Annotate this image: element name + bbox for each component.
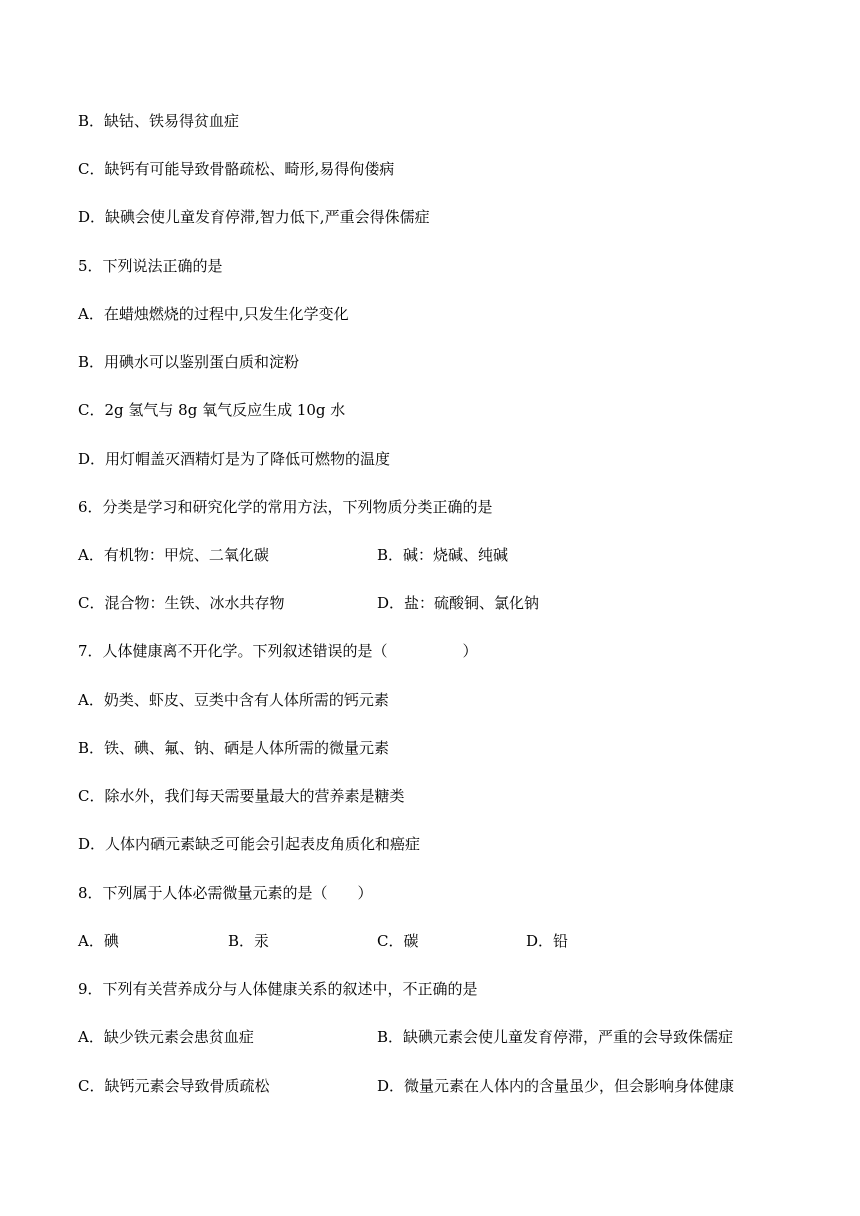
q6-option-a: A．有机物：甲烷、二氧化碳 [78, 546, 269, 564]
q7-option-c: C．除水外，我们每天需要量最大的营养素是糖类 [78, 787, 405, 805]
question-8-stem: 8．下列属于人体必需微量元素的是（ ） [78, 884, 373, 902]
q5-option-a: A．在蜡烛燃烧的过程中,只发生化学变化 [78, 305, 349, 323]
q4-option-b: B．缺钴、铁易得贫血症 [78, 112, 240, 130]
q8-option-a: A．碘 [78, 932, 119, 950]
q7-option-a: A．奶类、虾皮、豆类中含有人体所需的钙元素 [78, 691, 389, 709]
q5-option-b: B．用碘水可以鉴别蛋白质和淀粉 [78, 353, 300, 371]
question-7-stem: 7．人体健康离不开化学。下列叙述错误的是（ ） [78, 642, 478, 660]
q7-option-d: D．人体内硒元素缺乏可能会引起表皮角质化和癌症 [78, 835, 421, 853]
q7-option-b: B．铁、碘、氟、钠、硒是人体所需的微量元素 [78, 739, 390, 757]
q6-option-c: C．混合物：生铁、冰水共存物 [78, 594, 285, 612]
q5-option-c: C．2g 氢气与 8g 氧气反应生成 10g 水 [78, 401, 346, 419]
q8-option-c: C．碳 [377, 932, 419, 950]
question-9-stem: 9．下列有关营养成分与人体健康关系的叙述中，不正确的是 [78, 980, 478, 998]
q8-option-d: D．铅 [526, 932, 569, 950]
q6-option-b: B．碱：烧碱、纯碱 [377, 546, 509, 564]
q4-option-c: C．缺钙有可能导致骨骼疏松、畸形,易得佝偻病 [78, 160, 395, 178]
question-5-stem: 5．下列说法正确的是 [78, 257, 223, 275]
question-6-stem: 6．分类是学习和研究化学的常用方法，下列物质分类正确的是 [78, 498, 493, 516]
q8-option-b: B．汞 [228, 932, 270, 950]
q6-option-d: D．盐：硫酸铜、氯化钠 [377, 594, 540, 612]
q9-option-a: A．缺少铁元素会患贫血症 [78, 1028, 254, 1046]
q9-option-d: D．微量元素在人体内的含量虽少，但会影响身体健康 [377, 1077, 735, 1095]
q9-option-b: B．缺碘元素会使儿童发育停滞，严重的会导致侏儒症 [377, 1028, 734, 1046]
q4-option-d: D．缺碘会使儿童发育停滞,智力低下,严重会得侏儒症 [78, 208, 430, 226]
q5-option-d: D．用灯帽盖灭酒精灯是为了降低可燃物的温度 [78, 450, 391, 468]
q9-option-c: C．缺钙元素会导致骨质疏松 [78, 1077, 270, 1095]
